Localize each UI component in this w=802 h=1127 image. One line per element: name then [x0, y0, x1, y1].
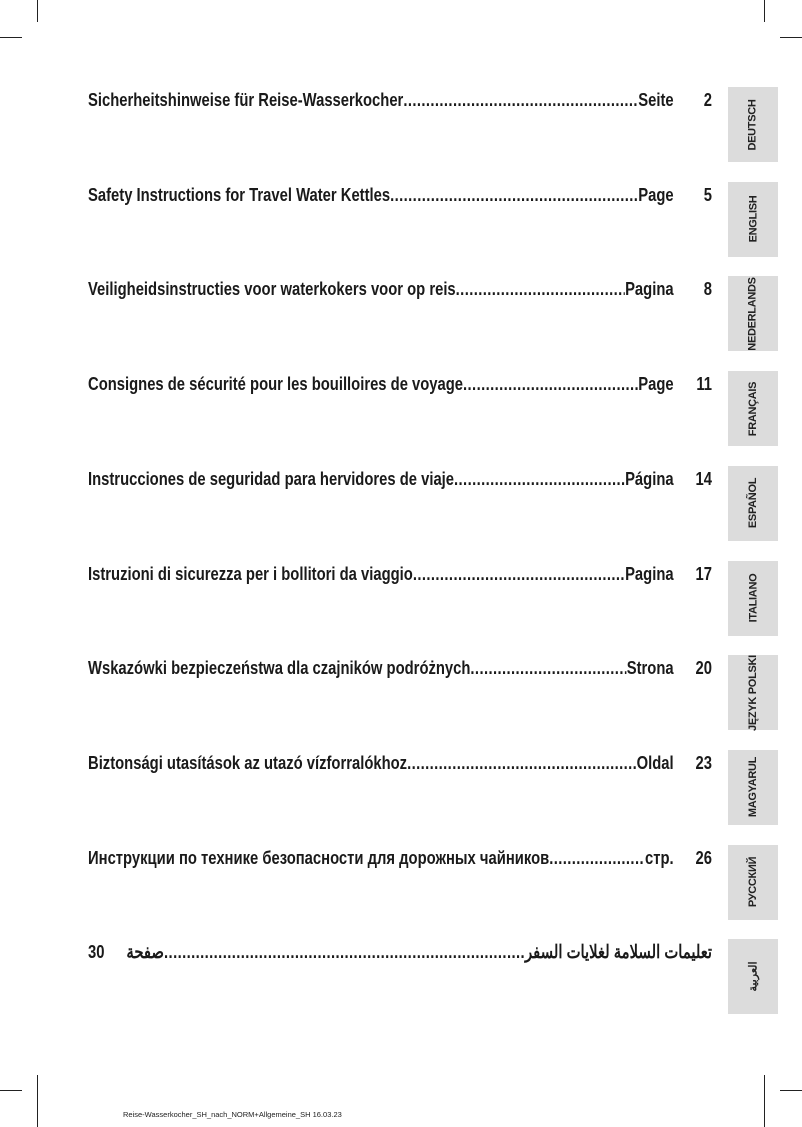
toc-title: تعليمات السلامة لغلايات السفر [525, 941, 712, 963]
language-tab-label: ITALIANO [746, 573, 759, 623]
toc-title: Safety Instructions for Travel Water Kettles [88, 183, 391, 205]
toc-page-label: Página [625, 467, 674, 489]
toc-title: Biztonsági utasítások az utazó vízforralókhoz [88, 751, 408, 773]
crop-mark [37, 0, 38, 22]
toc-title: Consignes de sécurité pour les bouilloires de voyage [88, 373, 464, 395]
toc-page-number: 30 [88, 941, 105, 963]
toc-page-number: 17 [695, 562, 712, 584]
toc-leader-dots [164, 941, 525, 963]
toc-leader-dots [456, 278, 625, 300]
toc-page-label: Pagina [625, 562, 674, 584]
toc-page-label: Strona [626, 657, 674, 679]
toc-page-number: 20 [695, 657, 712, 679]
toc-leader-dots [463, 373, 638, 395]
language-tab [728, 182, 778, 257]
toc-page-label: Oldal [636, 751, 674, 773]
toc-title: Sicherheitshinweise für Reise-Wasserkocher [88, 89, 404, 110]
toc-entry[interactable] [88, 278, 712, 302]
language-tab-label: MAGYARUL [747, 757, 759, 818]
toc-page-label: Seite [638, 89, 674, 110]
toc-entry[interactable] [88, 563, 712, 587]
toc-leader-dots [549, 847, 645, 869]
toc-title: Veiligheidsinstructies voor waterkokers voor op reis [88, 278, 456, 300]
toc-page-label: Page [638, 373, 674, 395]
toc-page-label: صفحة [126, 941, 164, 963]
language-tab-label: ESPAÑOL [747, 478, 760, 529]
toc-page-number: 23 [695, 751, 712, 773]
toc-title: Instrucciones de seguridad para hervidores de viaje [88, 467, 455, 489]
toc-page-number: 8 [703, 278, 712, 300]
crop-mark [780, 37, 802, 38]
toc-leader-dots [454, 468, 625, 490]
toc-page-number: 14 [695, 467, 712, 489]
language-tab [728, 750, 778, 825]
language-tab-label: NEDERLANDS [747, 277, 759, 351]
language-tab-label: РУССКИЙ [747, 856, 760, 908]
toc-title: Istruzioni di sicurezza per i bollitori da viaggio [88, 562, 413, 584]
toc-page-label: Pagina [625, 278, 674, 300]
language-tab-label: ENGLISH [746, 195, 759, 243]
toc-page-number: 26 [695, 846, 712, 868]
toc-entry[interactable] [88, 847, 712, 871]
toc-page-number: 11 [696, 373, 712, 395]
crop-mark [37, 1075, 38, 1127]
toc-page-number: 5 [703, 183, 712, 205]
language-tab-label: العربية [747, 961, 760, 992]
toc-entry[interactable] [88, 657, 712, 681]
crop-mark [780, 1090, 802, 1091]
language-tab-label: DEUTSCH [747, 98, 760, 151]
crop-mark [0, 1090, 22, 1091]
toc-leader-dots [470, 657, 626, 679]
toc-page-label: Page [638, 183, 674, 205]
language-tab [728, 466, 778, 541]
toc-page-number: 2 [703, 89, 712, 110]
toc-entry[interactable] [88, 184, 712, 208]
toc-entry[interactable] [88, 89, 712, 113]
crop-mark [764, 1075, 765, 1127]
language-tab [728, 561, 778, 636]
language-tab [728, 939, 778, 1014]
toc-leader-dots [407, 752, 637, 774]
toc-leader-dots [413, 563, 625, 585]
crop-mark [764, 0, 765, 22]
language-tab [728, 845, 778, 920]
language-tab [728, 655, 778, 730]
toc-entry[interactable] [88, 941, 712, 965]
language-tab [728, 276, 778, 351]
toc-entry[interactable] [88, 468, 712, 492]
toc-entry[interactable] [88, 752, 712, 776]
toc-title: Инструкции по технике безопасности для дорожных чайников [88, 846, 550, 868]
crop-mark [0, 37, 22, 38]
toc-page-label: стр. [644, 846, 674, 868]
language-tab [728, 87, 778, 162]
footer-slug: Reise-Wasserkocher_SH_nach_NORM+Allgemeine_SH 16.03.23 [123, 1110, 342, 1119]
toc-leader-dots [403, 89, 638, 111]
toc-leader-dots [390, 184, 638, 206]
toc-entry[interactable] [88, 373, 712, 397]
toc-title: Wskazówki bezpieczeństwa dla czajników podróżnych [88, 657, 471, 679]
language-tab-label: JĘZYK POLSKI [747, 654, 759, 731]
language-tab-label: FRANÇAIS [747, 381, 759, 436]
language-tab [728, 371, 778, 446]
